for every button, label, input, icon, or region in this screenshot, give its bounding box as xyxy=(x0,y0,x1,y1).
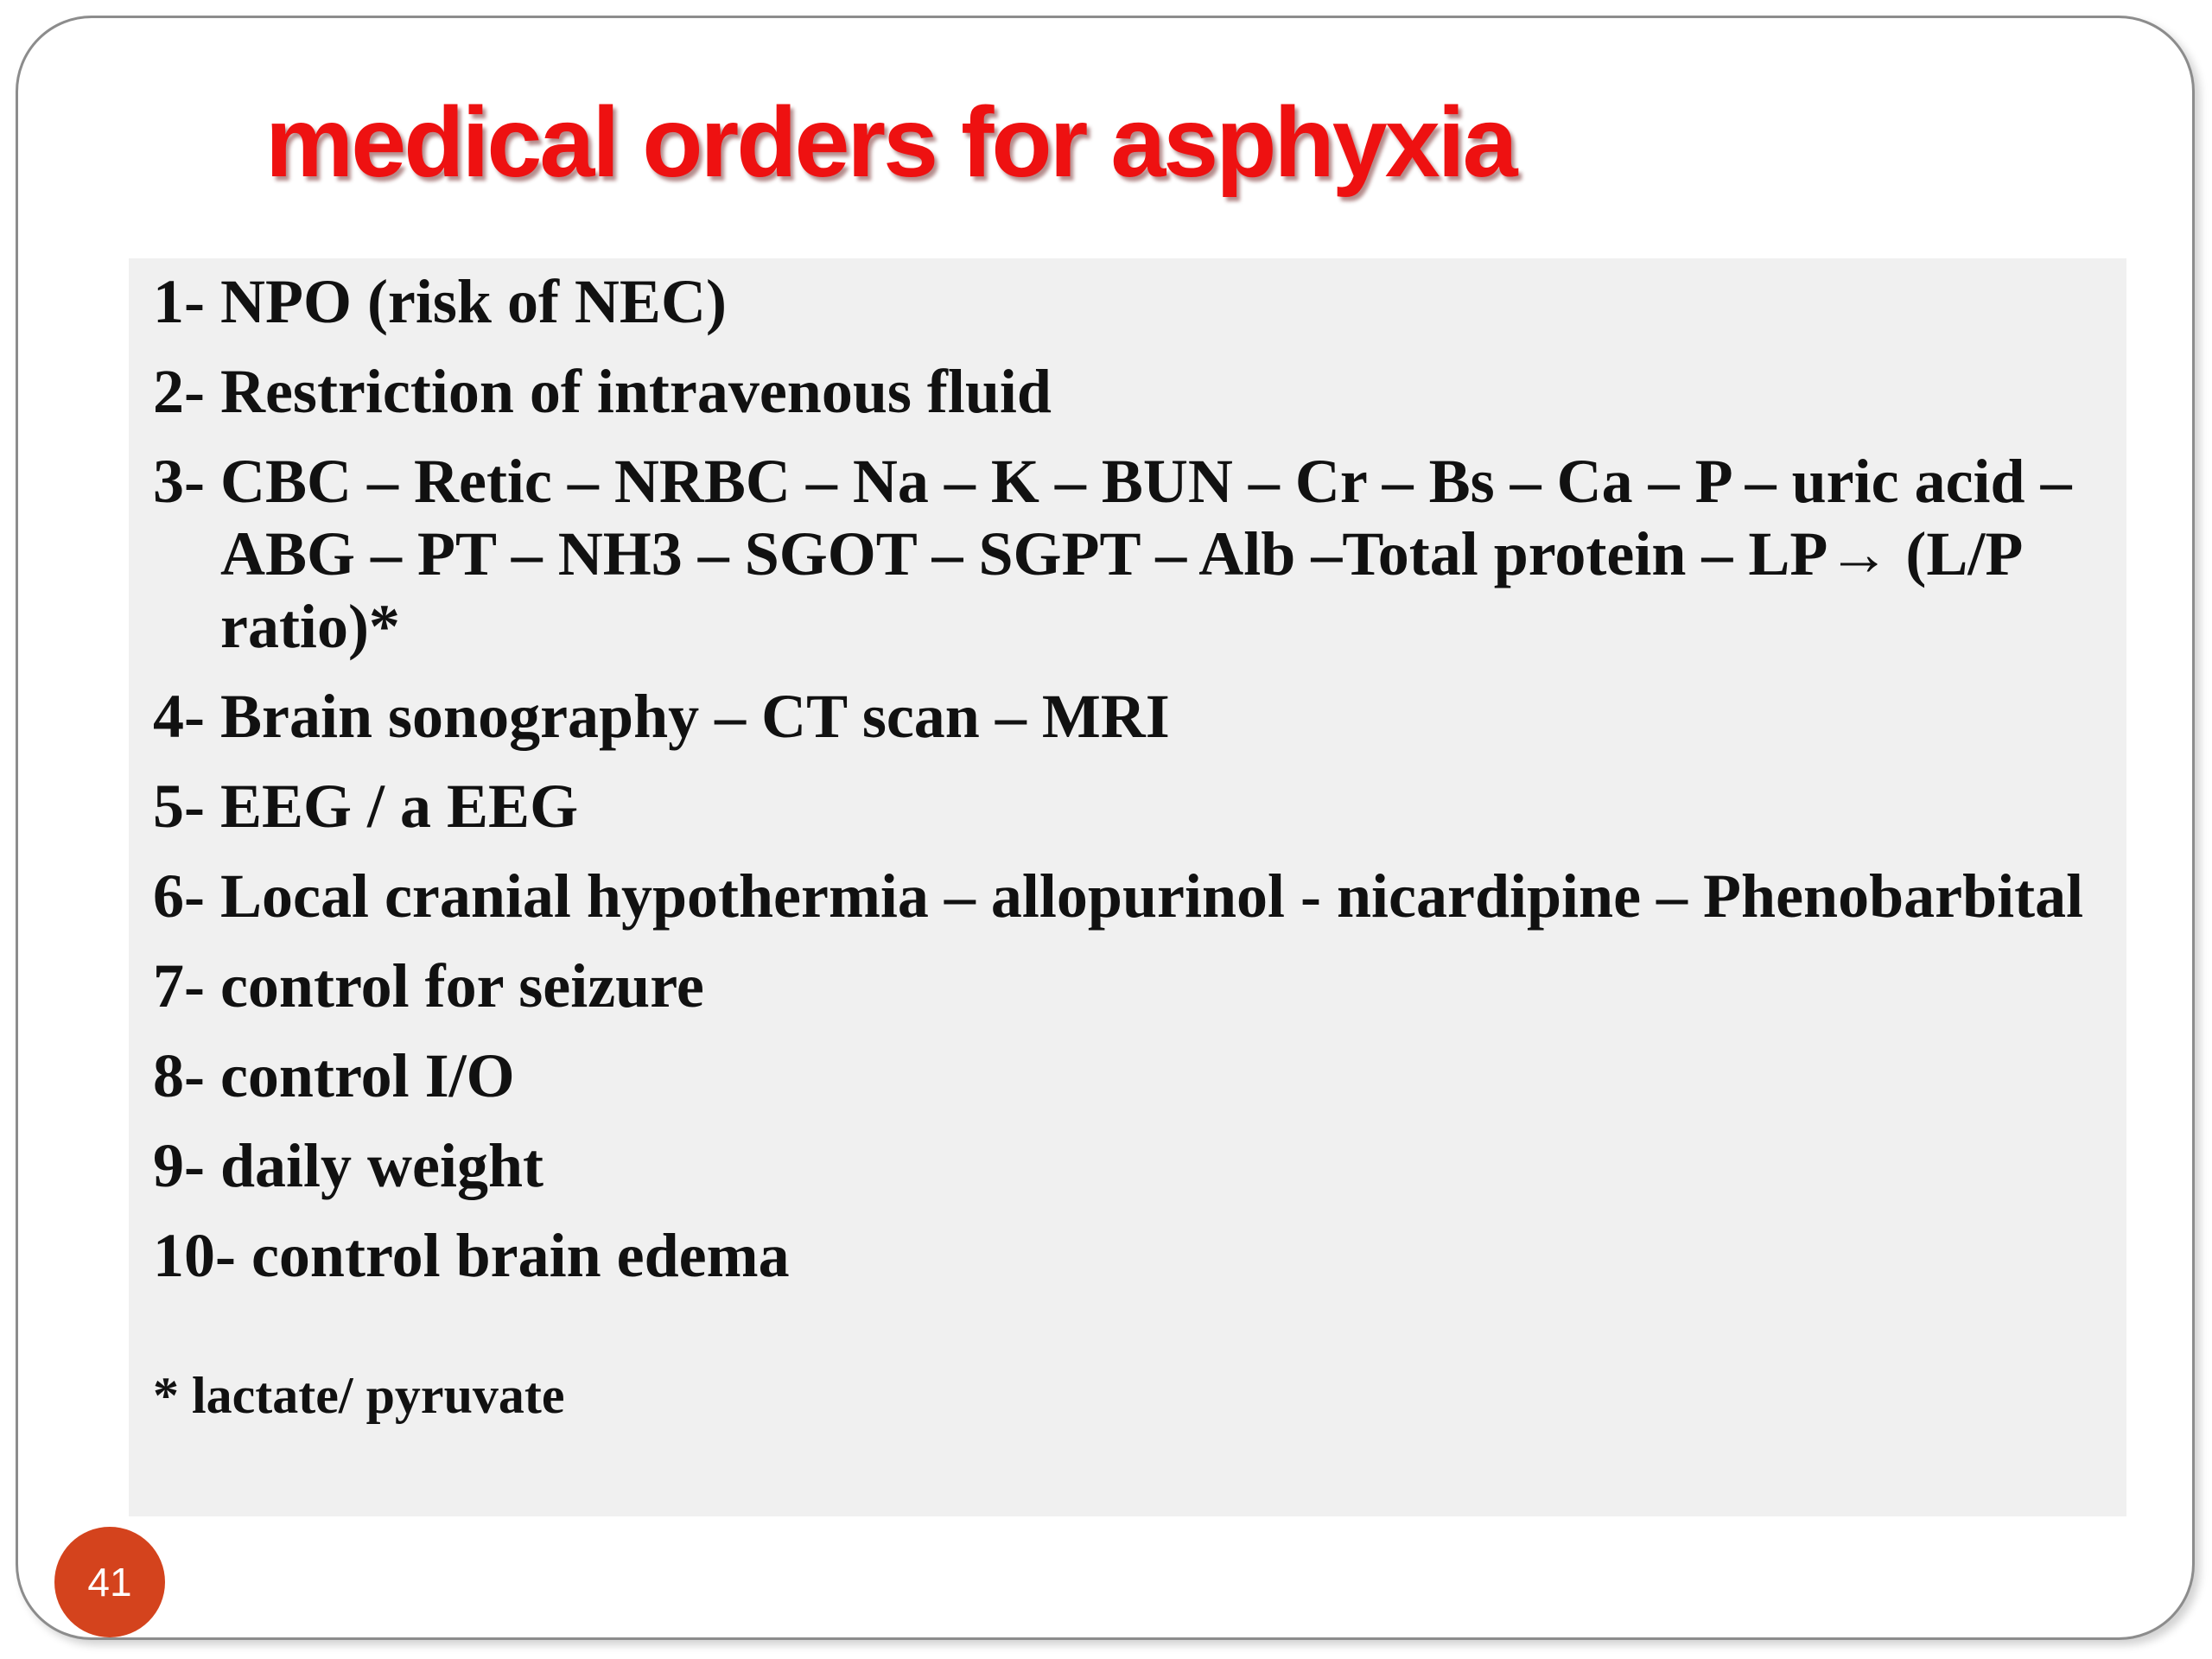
order-item: 9- daily weight xyxy=(153,1131,544,1200)
order-item: 5- EEG / a EEG xyxy=(153,772,579,841)
footnote: * lactate/ pyruvate xyxy=(153,1367,565,1424)
orders-list xyxy=(153,265,2114,1309)
order-item: 8- control I/O xyxy=(153,1041,515,1110)
order-item: 2- Restriction of intravenous fluid xyxy=(153,357,1052,426)
order-item: 1- NPO (risk of NEC) xyxy=(153,267,727,336)
order-item: 3- CBC – Retic – NRBC – Na – K – BUN – Cr – Bs – Ca – P – uric acid – ABG – PT – NH3 – SGOT – SGPT – Alb –Total protein – LP→ (L/P ratio)* xyxy=(153,447,2072,661)
order-item: 4- Brain sonography – CT scan – MRI xyxy=(153,682,1170,751)
page-number-badge: 41 xyxy=(54,1527,165,1637)
order-item: 10- control brain edema xyxy=(153,1221,790,1290)
slide xyxy=(16,16,2195,1640)
slide-title: medical orders for asphyxia xyxy=(265,87,1516,198)
order-item: 6- Local cranial hypothermia – allopurinol - nicardipine – Phenobarbital xyxy=(153,861,2084,931)
order-item: 7- control for seizure xyxy=(153,951,704,1020)
content-box xyxy=(129,258,2126,1516)
